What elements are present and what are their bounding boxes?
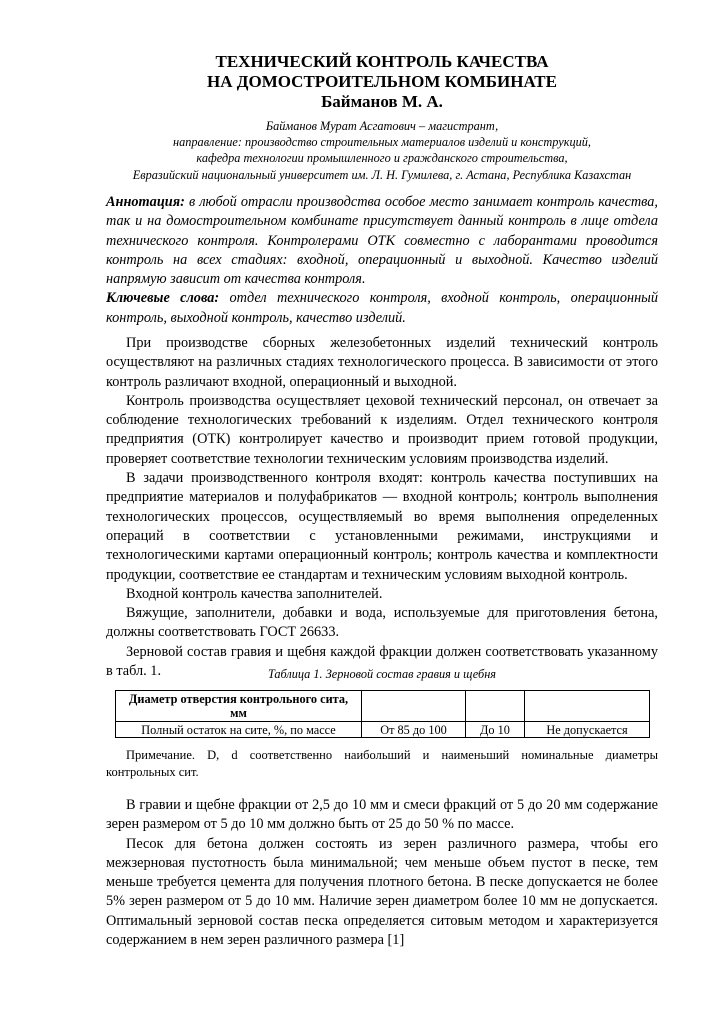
table-cell — [466, 691, 525, 722]
keywords-paragraph — [106, 289, 658, 328]
keywords-text: отдел технического контроля, входной контроль, операционный контроль, выходной контроль, качество изделий. — [106, 290, 658, 326]
affiliation — [96, 118, 668, 183]
grain-composition-table — [115, 690, 650, 738]
affiliation-department: кафедра технологии промышленного и гражданского строительства, — [196, 151, 568, 166]
abstract-label: Аннотация: — [106, 194, 185, 210]
title-block — [106, 52, 658, 112]
table-row — [116, 691, 650, 722]
affiliation-university: Евразийский национальный университет им. Л. Н. Гумилева, г. Астана, Республика Казахстан — [132, 167, 632, 182]
table-cell: Не допускается — [525, 722, 650, 738]
body-text-part-2 — [106, 796, 658, 950]
paragraph: В гравии и щебне фракции от 2,5 до 10 мм и смеси фракций от 5 до 20 мм содержание зерен размером от 5 до 10 мм должно быть от 25 до 50 % по массе. — [106, 797, 658, 833]
affiliation-author: Байманов Мурат Асгатович – магистрант, — [265, 119, 499, 133]
paragraph: Входной контроль качества заполнителей. — [126, 585, 383, 602]
table-note — [106, 747, 658, 781]
table-cell: Диаметр отверстия контрольного сита, мм — [116, 691, 362, 722]
affiliation-direction: направление: производство строительных материалов изделий и конструкций, — [173, 135, 591, 150]
keywords-label: Ключевые слова: — [106, 290, 220, 307]
abstract-text: в любой отрасли производства особое место занимает контроль качества, так и на домостроительном комбинате присутствует данный контроль в лице отдела технического контроля. Контролерами ОТК совместно с лаборантами проводится контроль на всех стадиях: входной, операционный и выходной. Качество изделий напрямую зависит от качества контроля. — [106, 194, 658, 288]
table-cell — [525, 691, 650, 722]
author-name: Байманов М. А. — [321, 92, 443, 111]
table-row — [116, 722, 650, 738]
table-cell: До 10 — [466, 722, 525, 738]
title-line-2: НА ДОМОСТРОИТЕЛЬНОМ КОМБИНАТЕ — [207, 72, 557, 91]
paragraph: Зерновой состав гравия и щебня каждой фракции должен соответствовать указанному в табл. 1. — [106, 643, 658, 680]
note-text: Примечание. D, d соответственно наибольший и наименьший номинальные диаметры контрольных сит. — [106, 748, 658, 779]
table-cell — [362, 691, 466, 722]
paragraph: Контроль производства осуществляет цеховой технический персонал, он отвечает за соблюдение технологических требований к изделиям. Отдел технического контроля предприятия (ОТК) контролирует качество и производит прием готовой продукции, проверяет соответствие технологии техническим условиям производства изделий. — [106, 392, 658, 467]
table-cell: Полный остаток на сите, %, по массе — [116, 722, 362, 738]
paragraph: Вяжущие, заполнители, добавки и вода, используемые для приготовления бетона, должны соответствовать ГОСТ 26633. — [106, 605, 658, 641]
table-cell: От 85 до 100 — [362, 722, 466, 738]
table-caption: Таблица 1. Зерновой состав гравия и щебня — [267, 667, 497, 681]
title-line-1: ТЕХНИЧЕСКИЙ КОНТРОЛЬ КАЧЕСТВА — [215, 52, 549, 71]
paragraph: При производстве сборных железобетонных изделий технический контроль осуществляют на различных стадиях технологического процесса. В зависимости от этого контроль различают входной, операционный и выходной. — [106, 335, 658, 390]
body-text-part-1 — [106, 334, 658, 681]
abstract — [106, 193, 658, 328]
paragraph: В задачи производственного контроля входят: контроль качества поступивших на предприятие материалов и полуфабрикатов — входной контроль; контроль выполнения технологических процессов, осуществляемый во время выполнения определенных операций в соответствии с установленными режимами, инструкциями и технологическими картами операционный контроль; контроль качества и комплектности продукции, соответствие ее стандартам и техническим условиям выходной контроль. — [106, 470, 658, 583]
abstract-paragraph — [106, 193, 658, 289]
paragraph: Песок для бетона должен состоять из зерен различного размера, чтобы его межзерновая пустотность была минимальной; чем меньше объем пустот в песке, тем меньше требуется цемента для получения плотного бетона. В песке допускается не более 5% зерен размером от 5 до 10 мм. Наличие зерен диаметром более 10 мм не допускается. Оптимальный зерновой состав песка определяется ситовым методом и характеризуется содержанием в нем зерен различного размера [1] — [106, 835, 658, 949]
